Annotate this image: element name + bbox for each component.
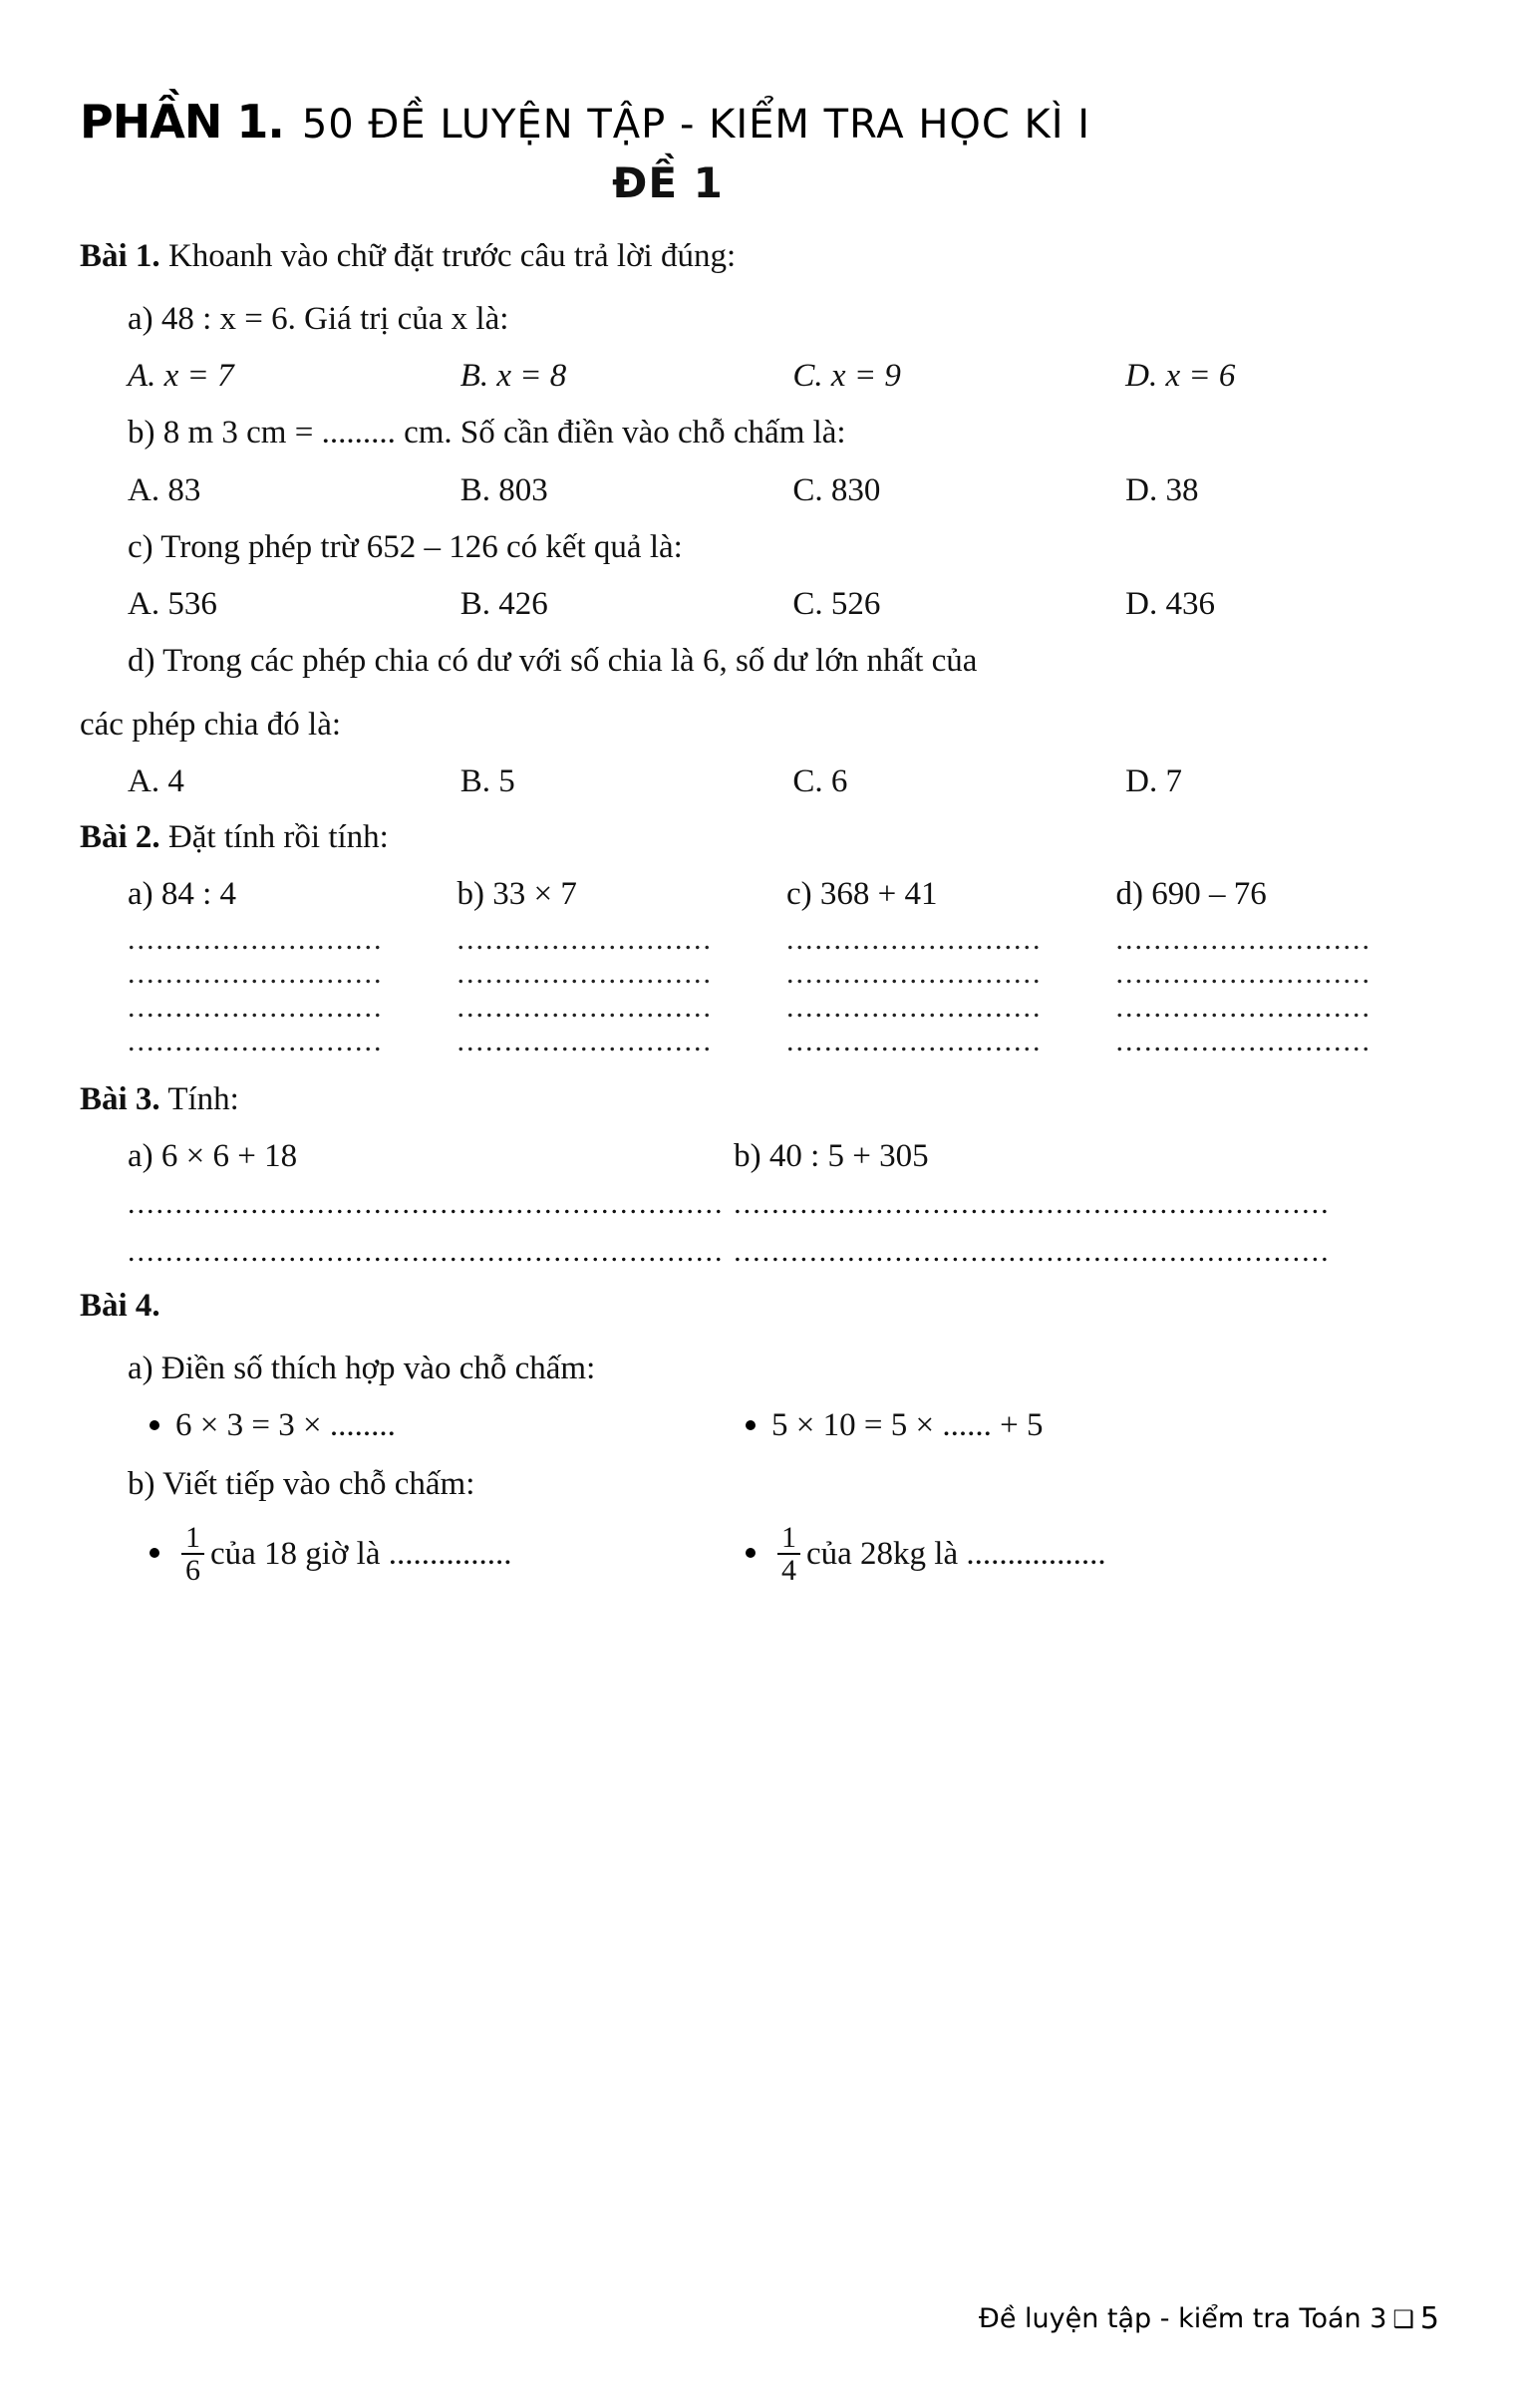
option-a[interactable]: A. x = 7 [128, 358, 234, 395]
exercise-2-heading [80, 814, 1445, 862]
exercise-4b-item-2[interactable]: $\frac{1}{4}$ của 28kg là ................. [746, 1524, 1445, 1589]
exercise-2-items [80, 876, 1445, 913]
option-a[interactable]: A. 4 [128, 763, 184, 800]
exercise-2-item-d: d) 690 – 76 [1115, 876, 1267, 913]
exam-title: ĐỀ 1 [612, 158, 724, 207]
exercise-2-answer-lines[interactable] [80, 923, 1445, 1058]
exercise-3-heading [80, 1076, 1445, 1124]
part-title: 50 ĐỀ LUYỆN TẬP - KIỂM TRA HỌC KÌ I [301, 102, 1091, 148]
book-icon: ❑ [1392, 2304, 1414, 2333]
exercise-4b-items [80, 1520, 1445, 1589]
exercise-4b-question: b) Viết tiếp vào chỗ chấm: [128, 1466, 475, 1503]
option-a[interactable]: A. 536 [128, 586, 217, 623]
exercise-2-item-c: c) 368 + 41 [786, 876, 938, 913]
part-label: PHẦN 1. [80, 95, 284, 149]
page-footer [979, 2301, 1439, 2336]
exercise-2-label: Bài 2. [80, 819, 160, 856]
exercise-1d-question-line1: d) Trong các phép chia có dư với số chia là 6, số dư lớn nhất của [128, 643, 978, 680]
option-d[interactable]: D. 38 [1125, 471, 1199, 508]
bullet-icon [746, 1420, 756, 1430]
option-a[interactable]: A. 83 [128, 471, 201, 508]
option-d[interactable]: D. 7 [1125, 763, 1182, 800]
exercise-4a-item-1[interactable]: 6 × 3 = 3 × ........ [150, 1407, 746, 1444]
option-c[interactable]: C. 526 [792, 586, 881, 623]
exercise-1b-options [80, 472, 1445, 509]
exercise-1d-question-line2: các phép chia đó là: [80, 706, 342, 743]
exercise-4b-item-1[interactable]: $\frac{1}{6}$ của 18 giờ là ............... [150, 1524, 746, 1589]
option-d[interactable]: D. x = 6 [1125, 358, 1236, 395]
exercise-3-label: Bài 3. [80, 1081, 160, 1118]
page-number: 5 [1419, 2301, 1439, 2336]
exercise-3-item-a: a) 6 × 6 + 18 [128, 1138, 298, 1175]
exercise-2-item-b: b) 33 × 7 [456, 876, 577, 913]
exercise-1b-question: b) 8 m 3 cm = ......... cm. Số cần điền vào chỗ chấm là: [128, 415, 846, 452]
bullet-icon [150, 1420, 159, 1430]
answer-line-b[interactable]: ........................... ........................... ........................... ........................... [456, 923, 713, 1058]
answer-line-b[interactable]: ............................................................... [734, 1187, 1331, 1221]
exercise-1a-question: a) 48 : x = 6. Giá trị của x là: [128, 300, 509, 337]
answer-line-a[interactable]: ............................................................... [128, 1187, 725, 1221]
exercise-1-text: Khoanh vào chữ đặt trước câu trả lời đúng: [159, 238, 737, 274]
option-b[interactable]: B. 5 [459, 763, 515, 800]
option-c[interactable]: C. 830 [792, 471, 881, 508]
exercise-4a-items [80, 1407, 1445, 1444]
bullet-icon [150, 1548, 159, 1558]
exercise-4a-question: a) Điền số thích hợp vào chỗ chấm: [128, 1350, 596, 1386]
option-b[interactable]: B. 803 [459, 471, 548, 508]
exercise-4a-item-2[interactable]: 5 × 10 = 5 × ...... + 5 [746, 1407, 1445, 1444]
option-c[interactable]: C. x = 9 [792, 358, 901, 395]
exercise-3-answer-row-2[interactable] [80, 1235, 1445, 1269]
exercise-3-answer-row-1[interactable] [80, 1187, 1445, 1221]
bullet-icon [746, 1548, 756, 1558]
fraction-one-sixth: $\frac{1}{6}$ [181, 1522, 204, 1587]
option-d[interactable]: D. 436 [1125, 586, 1215, 623]
exercise-3-text: Tính: [159, 1081, 239, 1118]
answer-line-b[interactable]: ............................................................... [734, 1235, 1331, 1269]
exercise-2-text: Đặt tính rồi tính: [159, 819, 389, 856]
exercise-1a-options [80, 358, 1445, 395]
fraction-one-fourth: $\frac{1}{4}$ [777, 1522, 800, 1587]
exercise-3-items [80, 1138, 1445, 1175]
answer-line-d[interactable]: ........................... ........................... ........................... ........................... [1115, 923, 1371, 1058]
exercise-1-label: Bài 1. [80, 238, 160, 274]
answer-line-a[interactable]: ............................................................... [128, 1235, 725, 1269]
exercise-1c-question: c) Trong phép trừ 652 – 126 có kết quả là: [128, 528, 683, 565]
exercise-1d-options [80, 763, 1445, 800]
option-b[interactable]: B. 426 [459, 586, 548, 623]
answer-line-a[interactable]: ........................... ........................... ........................... ........................... [128, 923, 384, 1058]
answer-line-c[interactable]: ........................... ........................... ........................... ........................... [786, 923, 1043, 1058]
option-c[interactable]: C. 6 [792, 763, 848, 800]
page-content [80, 95, 1445, 1605]
exercise-2-item-a: a) 84 : 4 [128, 876, 237, 913]
exercise-1c-options [80, 586, 1445, 623]
footer-text: Đề luyện tập - kiểm tra Toán 3 [978, 2303, 1387, 2334]
exercise-3-item-b: b) 40 : 5 + 305 [734, 1138, 929, 1175]
page-header [80, 95, 1445, 149]
exercise-4-label: Bài 4. [80, 1288, 160, 1325]
exercise-1-heading [80, 233, 1445, 281]
option-b[interactable]: B. x = 8 [459, 358, 567, 395]
exercise-4-heading [80, 1283, 1445, 1331]
